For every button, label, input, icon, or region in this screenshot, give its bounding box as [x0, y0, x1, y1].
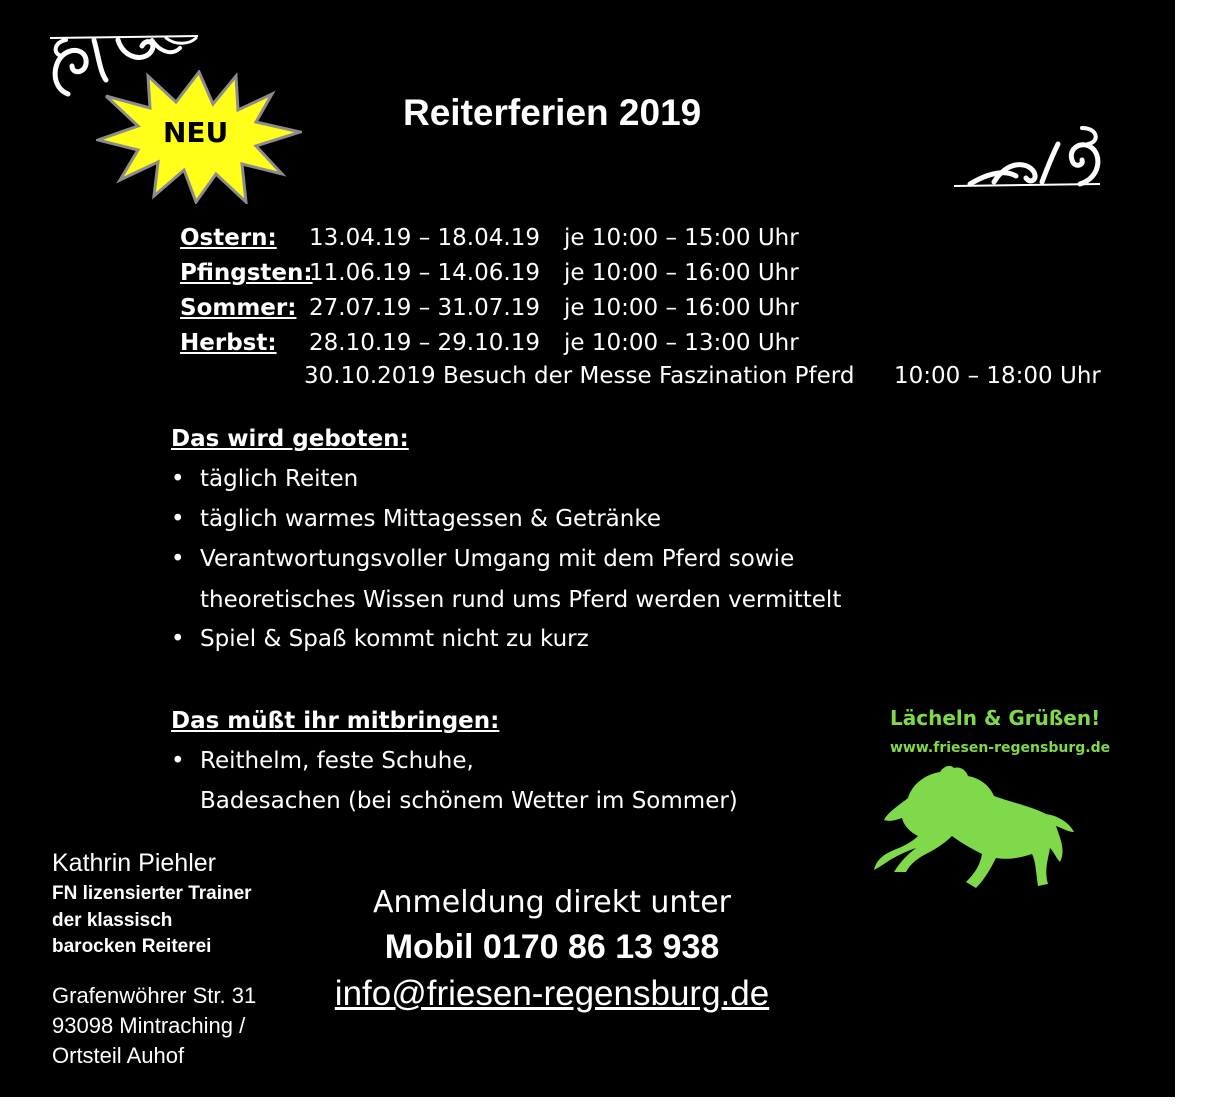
list-item-text: Reithelm, feste Schuhe,	[200, 748, 474, 774]
schedule-label: Sommer:	[180, 295, 297, 321]
bullet: •	[171, 748, 185, 774]
schedule-dates: 11.06.19 – 14.06.19	[309, 260, 540, 286]
ornament-top-right-icon	[950, 122, 1104, 190]
bullet: •	[171, 466, 185, 492]
schedule-row-pfingsten	[180, 258, 799, 288]
offered-heading: Das wird geboten:	[171, 426, 409, 452]
schedule-label: Pfingsten:	[180, 260, 313, 286]
bullet: •	[171, 506, 185, 532]
schedule-row-herbst	[180, 328, 799, 358]
schedule-row-ostern	[180, 223, 799, 253]
schedule-label: Ostern:	[180, 225, 277, 251]
schedule-row-messe	[304, 363, 1101, 389]
list-item-text: täglich Reiten	[200, 466, 359, 492]
schedule-row-sommer	[180, 293, 799, 323]
logo-slogan: Lächeln & Grüßen!	[890, 706, 1101, 730]
phone-number: Mobil 0170 86 13 938	[384, 928, 720, 966]
list-item	[171, 748, 474, 774]
neu-badge-text: NEU	[163, 116, 229, 149]
page-title: Reiterferien 2019	[403, 92, 702, 133]
list-item	[171, 546, 794, 572]
contact-title-line1: FN lizensierter Trainer	[52, 883, 252, 904]
list-item	[171, 626, 589, 652]
schedule-time: je 10:00 – 13:00 Uhr	[564, 330, 799, 356]
schedule-time: je 10:00 – 16:00 Uhr	[564, 260, 799, 286]
horse-logo-icon	[870, 762, 1080, 894]
schedule-dates: 27.07.19 – 31.07.19	[309, 295, 540, 321]
schedule-time: je 10:00 – 15:00 Uhr	[564, 225, 799, 251]
schedule-time: je 10:00 – 16:00 Uhr	[564, 295, 799, 321]
list-item	[171, 506, 661, 532]
bullet: •	[171, 546, 185, 572]
list-item-text: Spiel & Spaß kommt nicht zu kurz	[200, 626, 589, 652]
schedule-label: Herbst:	[180, 330, 277, 356]
contact-city: 93098 Mintraching /	[52, 1013, 246, 1038]
schedule-dates: 28.10.19 – 29.10.19	[309, 330, 540, 356]
logo-website: www.friesen-regensburg.de	[890, 740, 1111, 756]
contact-name: Kathrin Piehler	[52, 849, 216, 877]
messe-text: 30.10.2019 Besuch der Messe Faszination Pferd	[304, 363, 855, 389]
contact-district: Ortsteil Auhof	[52, 1043, 185, 1068]
list-item-text: Verantwortungsvoller Umgang mit dem Pferd sowie	[200, 546, 795, 572]
contact-title-line2: der klassisch	[52, 910, 173, 931]
bring-heading: Das müßt ihr mitbringen:	[171, 708, 500, 734]
list-item-continuation: Badesachen (bei schönem Wetter im Sommer)	[200, 788, 738, 814]
messe-time: 10:00 – 18:00 Uhr	[894, 363, 1101, 389]
registration-line: Anmeldung direkt unter	[373, 885, 731, 920]
list-item-text: täglich warmes Mittagessen & Getränke	[200, 506, 661, 532]
schedule-dates: 13.04.19 – 18.04.19	[309, 225, 540, 251]
email-link[interactable]: info@friesen-regensburg.de	[334, 974, 770, 1013]
bullet: •	[171, 626, 185, 652]
contact-street: Grafenwöhrer Str. 31	[52, 983, 257, 1008]
contact-title-line3: barocken Reiterei	[52, 936, 212, 957]
list-item-continuation: theoretisches Wissen rund ums Pferd werden vermittelt	[200, 587, 842, 613]
list-item	[171, 466, 358, 492]
